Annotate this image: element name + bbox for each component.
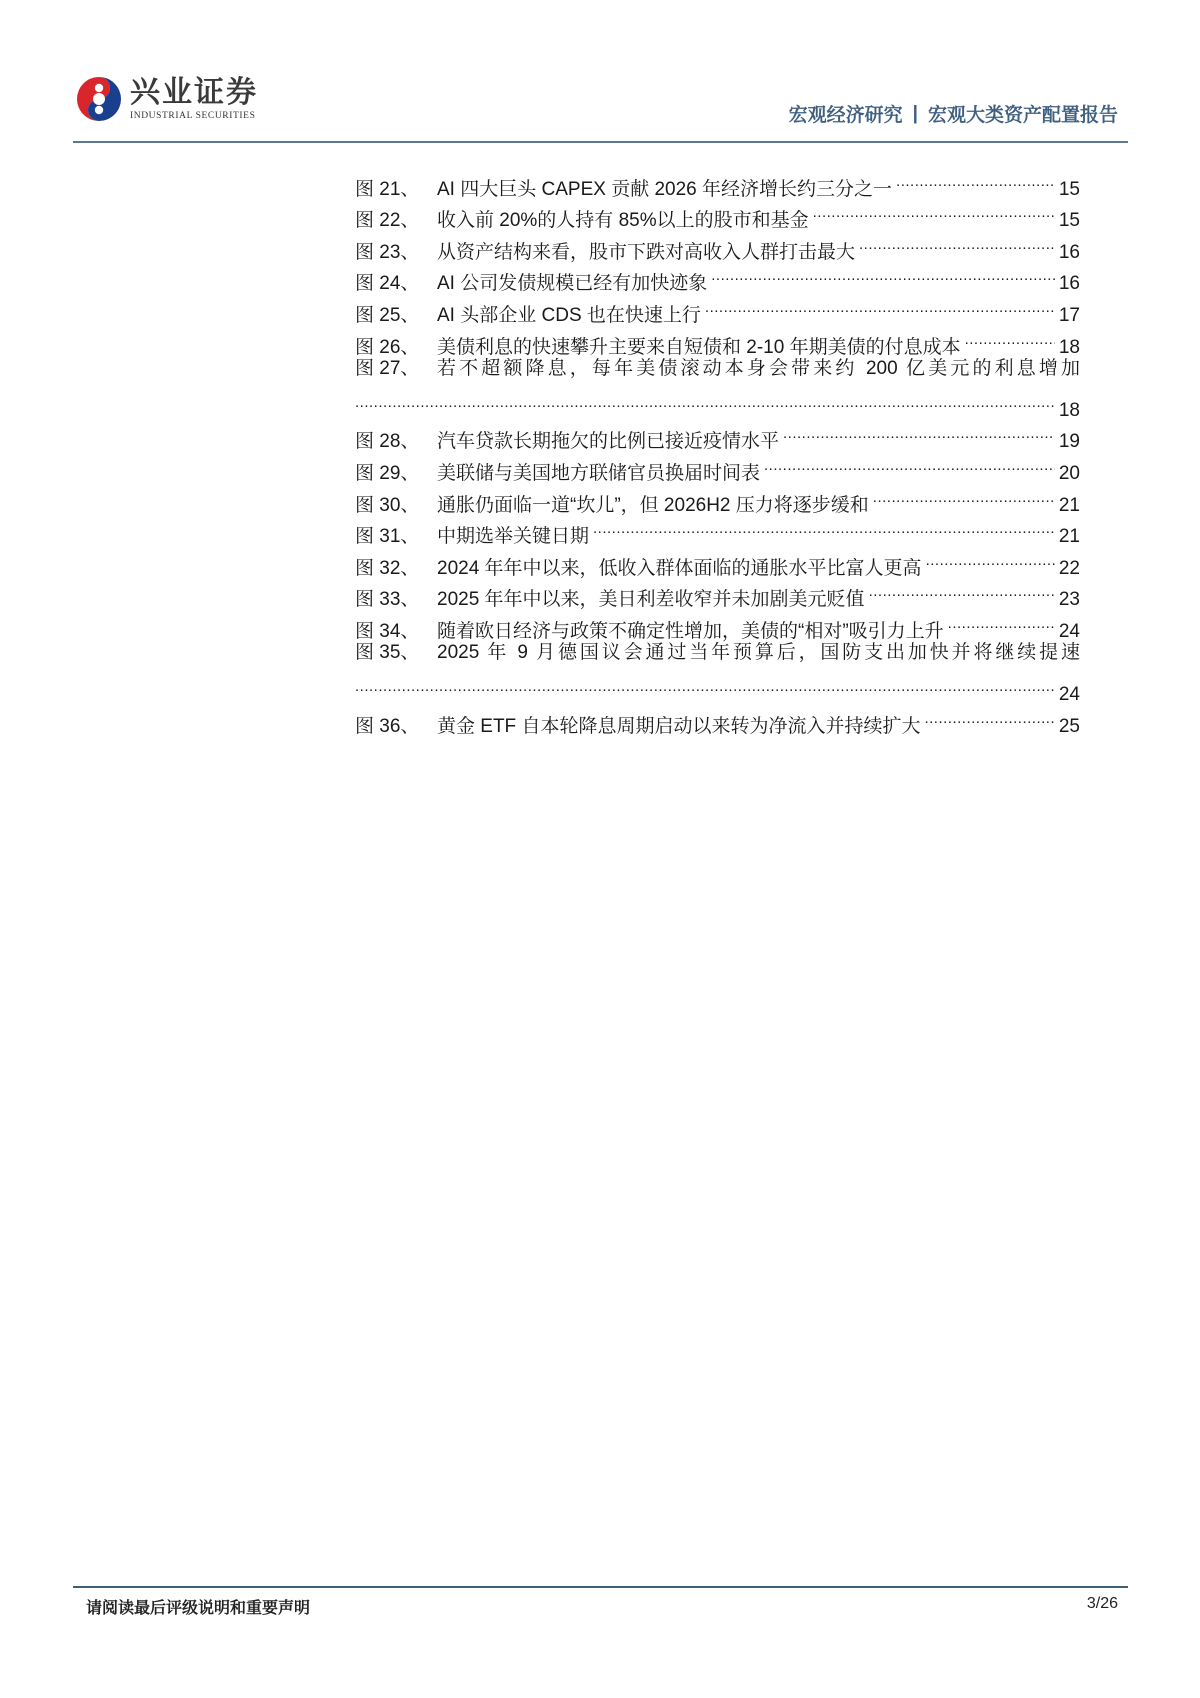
toc-leader-dots bbox=[873, 479, 1055, 511]
page-header bbox=[0, 0, 1200, 145]
toc-entry-label: 图 32、 bbox=[355, 557, 420, 579]
toc-entry-page[interactable]: 20 bbox=[1058, 462, 1080, 484]
toc-entry-label: 图 23、 bbox=[355, 241, 420, 263]
report-type: 宏观大类资产配置报告 bbox=[927, 105, 1118, 126]
header-separator: | bbox=[912, 102, 918, 124]
toc-leader-dots bbox=[813, 195, 1055, 227]
toc-leader-dots bbox=[896, 163, 1055, 195]
toc-entry-page[interactable]: 24 bbox=[1058, 684, 1080, 706]
toc-entry-title[interactable]: 黄金 ETF 自本轮降息周期启动以来转为净流入并持续扩大 bbox=[437, 715, 921, 737]
toc-leader-dots bbox=[948, 605, 1055, 637]
footer-divider bbox=[73, 1586, 1128, 1588]
toc-entry-page[interactable]: 19 bbox=[1058, 431, 1080, 453]
toc-entry-page[interactable]: 17 bbox=[1058, 304, 1080, 326]
toc-entry-label: 图 21、 bbox=[355, 178, 420, 200]
toc-entry-label: 图 34、 bbox=[355, 620, 420, 642]
toc-entry-title[interactable]: 通胀仍面临一道“坎儿”，但 2026H2 压力将逐步缓和 bbox=[437, 494, 869, 516]
toc-entry-label: 图 33、 bbox=[355, 589, 420, 611]
report-category-header bbox=[789, 100, 1118, 127]
toc-entry[interactable] bbox=[355, 637, 1080, 669]
toc-leader-dots bbox=[705, 289, 1055, 321]
toc-entry-title[interactable]: AI 公司发债规模已经有加快迹象 bbox=[437, 273, 708, 295]
toc-entry-label: 图 26、 bbox=[355, 336, 420, 358]
toc-leader-dots bbox=[859, 226, 1055, 258]
toc-entry-title[interactable]: 美联储与美国地方联储官员换届时间表 bbox=[437, 462, 761, 484]
toc-entry-title[interactable]: 收入前 20%的人持有 85%以上的股市和基金 bbox=[437, 210, 809, 232]
toc-entry-title[interactable]: AI 四大巨头 CAPEX 贡献 2026 年经济增长约三分之一 bbox=[437, 178, 893, 200]
toc-entry-page[interactable]: 18 bbox=[1058, 399, 1080, 421]
toc-leader-dots bbox=[711, 258, 1055, 290]
toc-entry-page[interactable]: 18 bbox=[1058, 336, 1080, 358]
toc-leader-dots bbox=[355, 384, 1055, 416]
toc-entry-title[interactable]: 若不超额降息，每年美债滚动本身会带来约 200 亿美元的利息增加 bbox=[437, 357, 1080, 379]
toc-entry-title[interactable]: 2025 年年中以来，美日利差收窄并未加剧美元贬值 bbox=[437, 589, 865, 611]
toc-entry-title[interactable]: 2024 年年中以来，低收入群体面临的通胀水平比富人更高 bbox=[437, 557, 922, 579]
toc-entry-label: 图 27、 bbox=[355, 357, 420, 379]
toc-entry[interactable] bbox=[355, 353, 1080, 385]
company-logo bbox=[76, 76, 258, 122]
page-number: 3/26 bbox=[1086, 1595, 1118, 1612]
toc-entry-continuation[interactable] bbox=[355, 384, 1080, 421]
toc-entry-title[interactable]: AI 头部企业 CDS 也在快速上行 bbox=[437, 304, 701, 326]
toc-entry[interactable] bbox=[355, 700, 1080, 737]
toc-leader-dots bbox=[764, 447, 1055, 479]
toc-entry-title[interactable]: 汽车贷款长期拖欠的比例已接近疫情水平 bbox=[437, 431, 780, 453]
toc-entry-page[interactable]: 24 bbox=[1058, 620, 1080, 642]
figure-table-of-contents bbox=[355, 163, 1080, 737]
toc-entry-page[interactable]: 22 bbox=[1058, 557, 1080, 579]
toc-entry[interactable] bbox=[355, 163, 1080, 200]
toc-entry-page[interactable]: 23 bbox=[1058, 589, 1080, 611]
toc-entry-label: 图 31、 bbox=[355, 526, 420, 548]
toc-entry-label: 图 36、 bbox=[355, 715, 420, 737]
toc-leader-dots bbox=[593, 511, 1055, 543]
toc-entry-page[interactable]: 25 bbox=[1058, 715, 1080, 737]
toc-leader-dots bbox=[924, 700, 1054, 732]
toc-leader-dots bbox=[926, 542, 1055, 574]
header-divider bbox=[73, 141, 1128, 143]
toc-entry-label: 图 25、 bbox=[355, 304, 420, 326]
toc-entry-page[interactable]: 21 bbox=[1058, 494, 1080, 516]
toc-leader-dots bbox=[355, 669, 1055, 701]
toc-entry-title[interactable]: 随着欧日经济与政策不确定性增加，美债的“相对”吸引力上升 bbox=[437, 620, 944, 642]
toc-entry-label: 图 22、 bbox=[355, 210, 420, 232]
toc-entry-label: 图 24、 bbox=[355, 273, 420, 295]
toc-entry-title[interactable]: 2025 年 9 月德国议会通过当年预算后，国防支出加快并将继续提速 bbox=[437, 641, 1080, 663]
toc-entry[interactable] bbox=[355, 416, 1080, 453]
toc-entry-label: 图 28、 bbox=[355, 431, 420, 453]
logo-name-cn: 兴业证券 bbox=[130, 74, 258, 110]
toc-leader-dots bbox=[783, 416, 1055, 448]
toc-entry-continuation[interactable] bbox=[355, 669, 1080, 706]
toc-entry-page[interactable]: 15 bbox=[1058, 210, 1080, 232]
toc-entry-label: 图 35、 bbox=[355, 641, 420, 663]
toc-leader-dots bbox=[869, 574, 1055, 606]
toc-entry-label: 图 29、 bbox=[355, 462, 420, 484]
toc-entry-title[interactable]: 从资产结构来看，股市下跌对高收入人群打击最大 bbox=[437, 241, 856, 263]
toc-entry-page[interactable]: 15 bbox=[1058, 178, 1080, 200]
toc-entry-title[interactable]: 美债利息的快速攀升主要来自短债和 2-10 年期美债的付息成本 bbox=[437, 336, 961, 358]
toc-entry-page[interactable]: 16 bbox=[1058, 241, 1080, 263]
toc-entry-page[interactable]: 16 bbox=[1058, 273, 1080, 295]
toc-entry-label: 图 30、 bbox=[355, 494, 420, 516]
report-category: 宏观经济研究 bbox=[788, 105, 903, 126]
toc-leader-dots bbox=[965, 321, 1055, 353]
footer-disclaimer: 请阅读最后评级说明和重要声明 bbox=[86, 1600, 311, 1617]
toc-entry-title[interactable]: 中期选举关键日期 bbox=[437, 526, 590, 548]
logo-name-en: INDUSTRIAL SECURITIES bbox=[130, 110, 256, 121]
industrial-securities-logo-icon bbox=[76, 76, 122, 122]
toc-entry-page[interactable]: 21 bbox=[1058, 526, 1080, 548]
